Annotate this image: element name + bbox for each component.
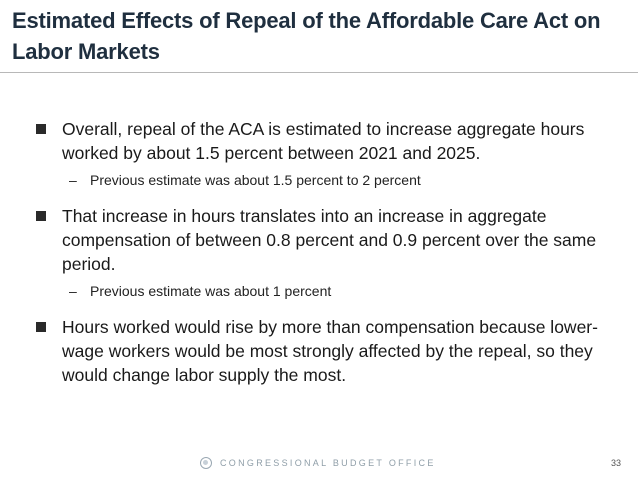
square-bullet-icon [36,211,46,221]
bullet-text: Hours worked would rise by more than compensation because lower-wage workers would be most strongly affected by the repeal, so they would change labor supply the most. [62,317,598,385]
footer-organization: CONGRESSIONAL BUDGET OFFICE [220,458,436,468]
sub-bullet-item [0,170,638,190]
bullet-text: That increase in hours translates into an increase in aggregate compensation of between 0.8 percent and 0.9 percent over the same period. [62,206,597,274]
title-divider [0,72,638,73]
bullet-item [0,315,638,387]
bullet-item [0,117,638,165]
square-bullet-icon [36,322,46,332]
sub-bullet-item [0,281,638,301]
square-bullet-icon [36,124,46,134]
page-number: 33 [610,458,621,468]
bullet-text: Overall, repeal of the ACA is estimated to increase aggregate hours worked by about 1.5 percent between 2021 and 2025. [62,119,585,163]
cbo-seal-icon [200,457,212,469]
sub-bullet-text: Previous estimate was about 1.5 percent to 2 percent [90,172,421,188]
bullet-list [0,117,638,387]
slide-title: Estimated Effects of Repeal of the Affordable Care Act on Labor Markets [12,8,601,64]
slide-footer [0,457,638,473]
dash-bullet-icon: – [69,172,77,188]
bullet-item [0,204,638,276]
sub-bullet-text: Previous estimate was about 1 percent [90,283,332,299]
dash-bullet-icon: – [69,283,77,299]
